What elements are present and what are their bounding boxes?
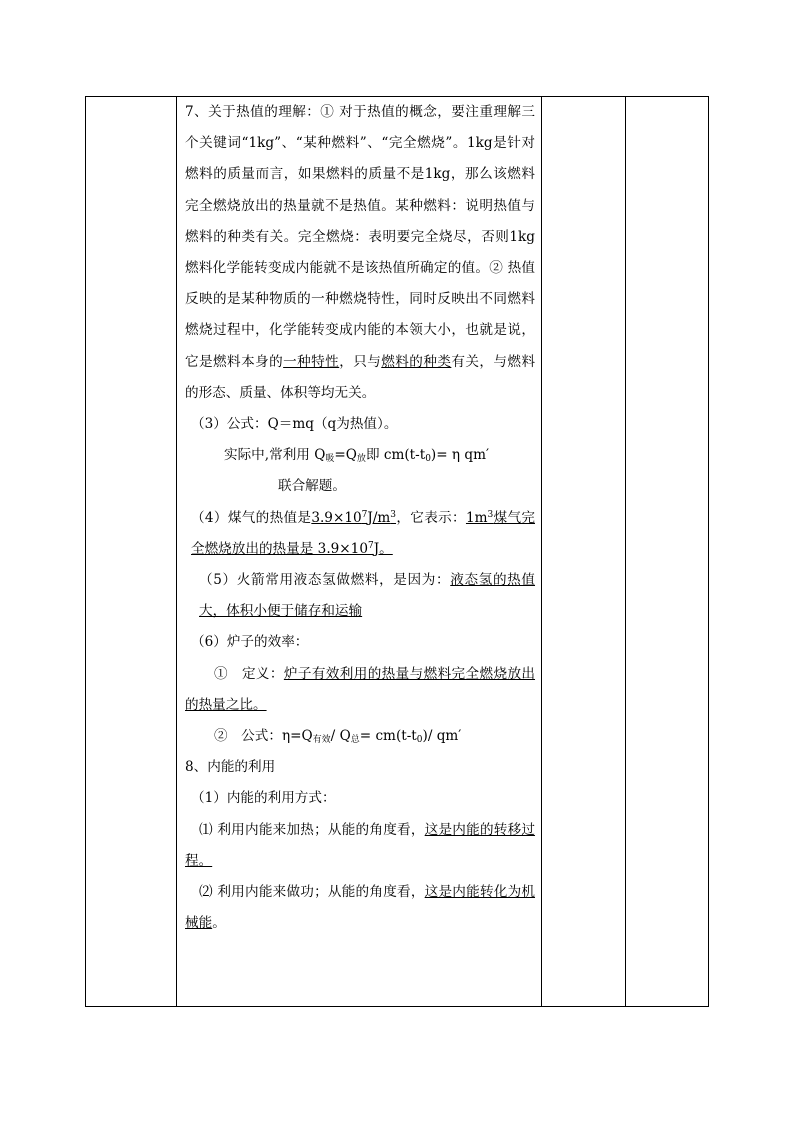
rocket-fuel: （5）火箭常用液态氢做燃料，是因为：液态氢的热值大，体积小便于储存和运输 xyxy=(199,572,536,620)
left-blank-cell xyxy=(86,97,177,1007)
blank-cell-3 xyxy=(542,97,626,1007)
work-item: ⑵ 利用内能来做功；从能的角度看，这是内能转化为机械能。 xyxy=(185,884,536,932)
formula-practice-end: 联合解题。 xyxy=(278,478,346,495)
formula-line: （3）公式：Q＝mq（q为热值）。 xyxy=(191,416,398,433)
internal-energy-ways: （1）内能的利用方式： xyxy=(191,790,336,807)
internal-energy-title: 8、内能的利用 xyxy=(185,759,276,776)
formula-practice: 实际中,常利用 $Q_吸=Q_放$即 $cm(t-t_0)= \eta$ qm′ xyxy=(224,447,490,465)
gas-heat-value: （4）煤气的热值是$3.9\times 10^7J/m^3$，它表示：$1m^3$煤气完全燃烧放出的热量是 $3.9\times 10^7J$。 xyxy=(191,509,535,557)
content-body xyxy=(177,97,541,939)
lesson-table xyxy=(85,96,709,1007)
heat-value-paragraph: 7、关于热值的理解：① 对于热值的概念，要注重理解三个关键词“1kg”、“某种燃料”、“完全燃烧”。1kg是针对燃料的质量而言，如果燃料的质量不是1kg，那么该燃料完全燃烧放出的热量就不是热值。某种燃料：说明热值与燃料的种类有关。完全燃烧：表明要完全烧尽，否则1kg燃料化学能转变成内能就不是该热值所确定的值。② 热值反映的是某种物质的一种燃烧特性，同时反映出不同燃料燃烧过程中，化学能转变成内能的本领大小，也就是说，它是燃料本身的一种特性，只与燃料的种类有关，与燃料的形态、质量、体积等均无关。 xyxy=(185,104,536,401)
heating-item: ⑴ 利用内能来加热；从能的角度看，这是内能的转移过程。 xyxy=(185,821,536,869)
blank-cell-4 xyxy=(626,97,709,1007)
content-cell xyxy=(177,97,542,1007)
stove-efficiency-formula: ② 公式：$\eta=Q_{有效}/$ $Q_总= cm(t-t_0)/$ qm′ xyxy=(214,728,462,746)
stove-efficiency-definition: ① 定义：炉子有效利用的热量与燃料完全燃烧放出的热量之比。 xyxy=(185,665,536,713)
stove-efficiency-title: （6）炉子的效率： xyxy=(191,634,309,651)
